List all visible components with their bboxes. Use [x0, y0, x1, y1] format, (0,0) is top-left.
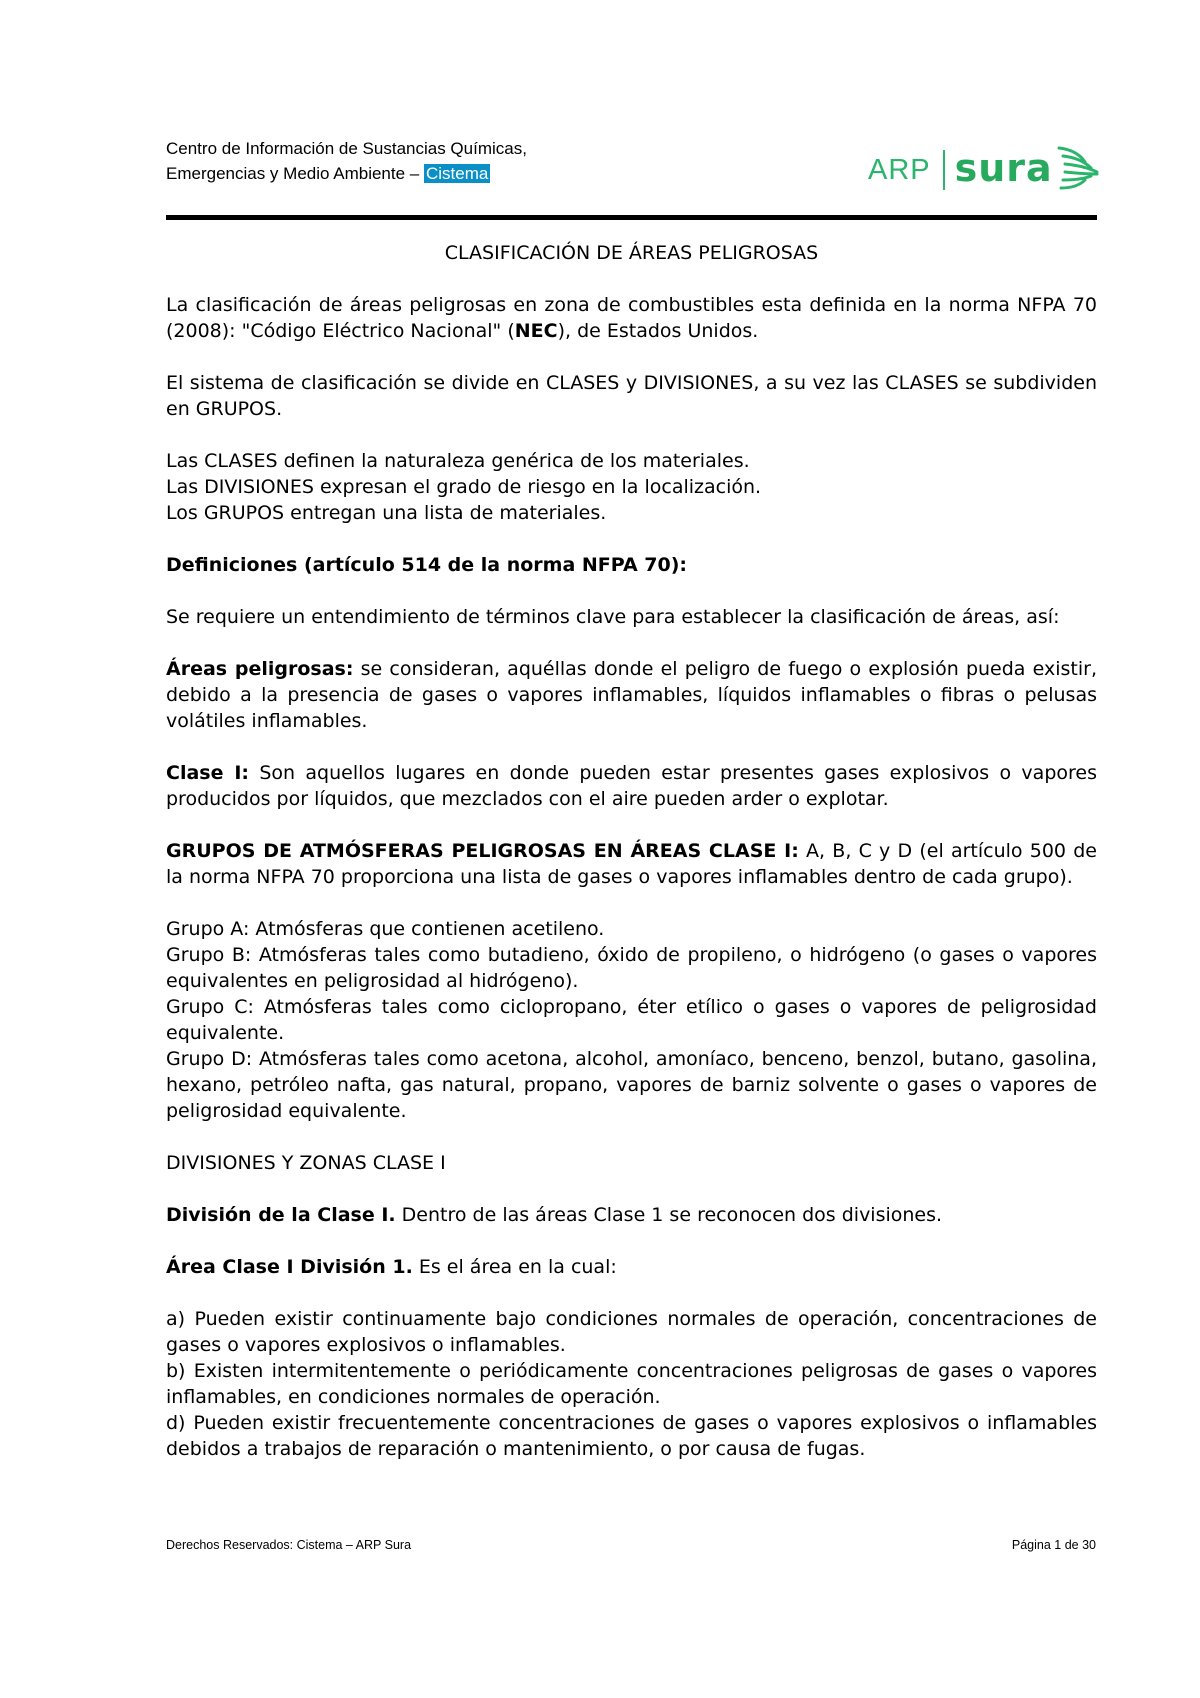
header-divider	[166, 215, 1097, 220]
paragraph-system: El sistema de clasificación se divide en CLASES y DIVISIONES, a su vez las CLASES se subdividen en GRUPOS.	[166, 372, 1097, 420]
paragraph-requirement: Se requiere un entendimiento de términos clave para establecer la clasificación de áreas, así:	[166, 606, 1060, 628]
logo-divider	[943, 150, 945, 190]
header-line-2	[166, 161, 527, 186]
arp-sura-logo	[868, 142, 1101, 198]
grupos-term: GRUPOS DE ATMÓSFERAS PELIGROSAS EN ÁREAS CLASE I:	[166, 840, 799, 862]
intro-nec: NEC	[514, 320, 558, 342]
grupo-b: Grupo B: Atmósferas tales como butadieno, óxido de propileno, o hidrógeno (o gases o vapores equivalentes en peligrosidad al hidrógeno).	[166, 944, 1097, 992]
area-div1-definition: Es el área en la cual:	[412, 1256, 617, 1278]
heading-divisiones: DIVISIONES Y ZONAS CLASE I	[166, 1152, 446, 1174]
paragraph-areas-peligrosas	[166, 656, 1097, 734]
grupos-definition: A, B, C y D (el artículo 500 de la norma NFPA 70 proporciona una lista de gases o vapores inflamables dentro de cada grupo).	[166, 840, 1097, 888]
area-div1-term: Área Clase I División 1.	[166, 1256, 413, 1278]
header-organization	[166, 136, 527, 186]
clase-term: Clase I:	[166, 762, 250, 784]
logo-arp-text: ARP	[868, 153, 931, 186]
heading-definiciones: Definiciones (artículo 514 de la norma NFPA 70):	[166, 554, 687, 576]
paragraph-intro	[166, 292, 1097, 344]
division-definition: Dentro de las áreas Clase 1 se reconocen dos divisiones.	[395, 1204, 943, 1226]
grupo-a: Grupo A: Atmósferas que contienen acetileno.	[166, 918, 605, 940]
list-item-d: d) Pueden existir frecuentemente concentraciones de gases o vapores explosivos o inflamables debidos a trabajos de reparación o mantenimiento, o por causa de fugas.	[166, 1412, 1097, 1460]
footer-page-number: Página 1 de 30	[1011, 1538, 1096, 1552]
areas-definition: se consideran, aquéllas donde el peligro de fuego o explosión pueda existir, debido a la presencia de gases o vapores inflamables, líquidos inflamables o fibras o pelusas volátiles inflamables.	[166, 658, 1098, 732]
paragraph-division-clase-i	[166, 1202, 1097, 1228]
paragraph-clase-i	[166, 760, 1097, 812]
list-item-a: a) Pueden existir continuamente bajo condiciones normales de operación, concentraciones de gases o vapores explosivos o inflamables.	[166, 1308, 1097, 1356]
document-body	[166, 240, 1097, 1462]
intro-text-a: La clasificación de áreas peligrosas en zona de combustibles esta definida en la norma NFPA 70 (2008): "Código Eléctrico Nacional" (	[166, 294, 1097, 342]
clase-definition: Son aquellos lugares en donde pueden estar presentes gases explosivos o vapores producidos por líquidos, que mezclados con el aire pueden arder o explotar.	[166, 762, 1097, 810]
line-clases: Las CLASES definen la naturaleza genérica de los materiales.	[166, 450, 750, 472]
sura-leaf-icon	[1055, 142, 1101, 198]
line-divisiones: Las DIVISIONES expresan el grado de riesgo en la localización.	[166, 476, 762, 498]
grupo-c: Grupo C: Atmósferas tales como ciclopropano, éter etílico o gases o vapores de peligrosidad equivalente.	[166, 996, 1097, 1044]
logo-sura-text: sura	[954, 146, 1053, 190]
line-grupos: Los GRUPOS entregan una lista de materiales.	[166, 502, 607, 524]
areas-term: Áreas peligrosas:	[166, 658, 354, 680]
document-title: CLASIFICACIÓN DE ÁREAS PELIGROSAS	[444, 242, 819, 264]
list-item-b: b) Existen intermitentemente o periódicamente concentraciones peligrosas de gases o vapores inflamables, en condiciones normales de operación.	[166, 1360, 1097, 1408]
paragraph-area-division-1	[166, 1254, 1097, 1280]
intro-text-b: ), de Estados Unidos.	[557, 320, 759, 342]
grupo-d: Grupo D: Atmósferas tales como acetona, alcohol, amoníaco, benceno, benzol, butano, gasolina, hexano, petróleo nafta, gas natural, propano, vapores de barniz solvente o gases o vapores de peligrosidad equivalente.	[166, 1048, 1097, 1122]
paragraph-grupos	[166, 838, 1097, 890]
header-line-2-prefix: Emergencias y Medio Ambiente –	[166, 164, 424, 183]
cistema-link[interactable]: Cistema	[425, 164, 489, 183]
header-line-1: Centro de Información de Sustancias Químicas,	[166, 139, 527, 158]
division-term: División de la Clase I.	[166, 1204, 396, 1226]
footer-copyright: Derechos Reservados: Cistema – ARP Sura	[166, 1538, 412, 1552]
